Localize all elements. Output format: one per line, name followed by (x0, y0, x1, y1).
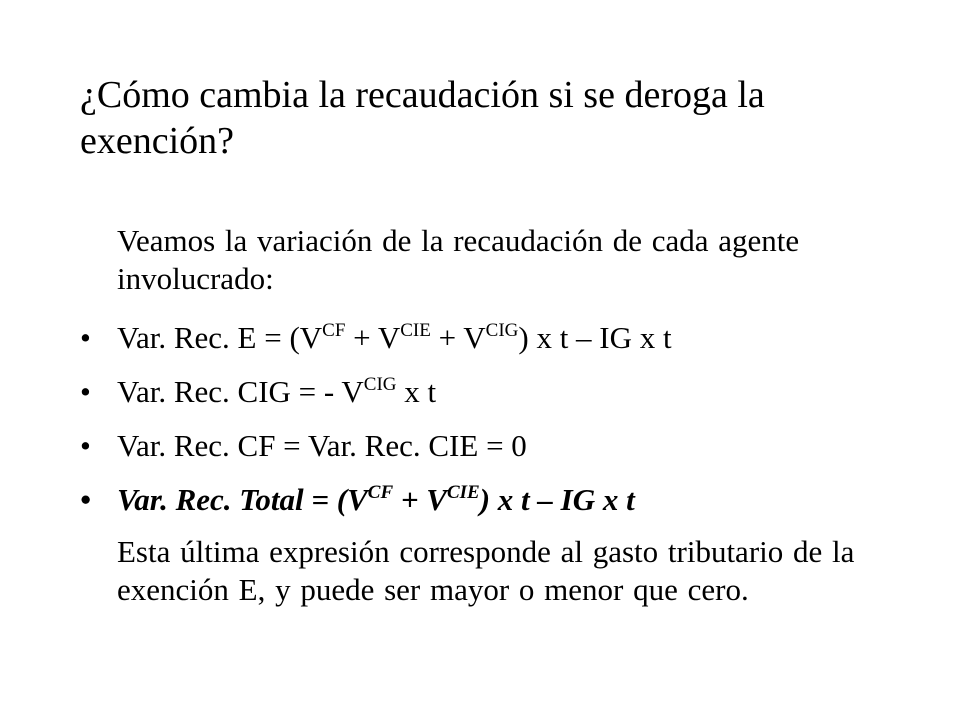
formula-text: Var. Rec. CF = Var. Rec. CIE = 0 (117, 428, 527, 463)
superscript: CF (322, 319, 346, 341)
formula-item-cig (80, 373, 920, 427)
superscript: CIG (363, 373, 397, 395)
formula-item-total (80, 481, 920, 535)
superscript: CIG (485, 319, 519, 341)
formula-item-exempt (80, 319, 920, 373)
formula-text: Var. Rec. CIG = - V (117, 374, 364, 409)
formula-text: Var. Rec. E = (V (117, 320, 323, 355)
formula-text: + V (393, 482, 447, 517)
slide-title: ¿Cómo cambia la recaudación si se deroga la exención? (80, 74, 765, 162)
formula-item-cf-cie (80, 427, 920, 481)
superscript: CIE (400, 319, 431, 341)
bullet-icon: • (80, 320, 91, 355)
formula-text: ) x t – IG x t (518, 320, 672, 355)
bullet-icon: • (80, 374, 91, 409)
superscript: CIE (446, 481, 480, 503)
bullet-icon: • (80, 482, 91, 517)
formula-text: + V (430, 320, 486, 355)
superscript: CF (367, 481, 394, 503)
intro-text: Veamos la variación de la recaudación de cada agente involucrado: (117, 223, 800, 296)
formula-text: x t (396, 374, 437, 409)
bullet-icon: • (80, 428, 91, 463)
formula-text: Var. Rec. Total = (V (117, 482, 368, 517)
formula-list (80, 319, 920, 535)
formula-text: ) x t – IG x t (479, 482, 635, 517)
formula-text: + V (345, 320, 401, 355)
conclusion-text: Esta última expresión corresponde al gasto tributario de la exención E, y puede ser mayor o menor que cero. (117, 534, 855, 607)
